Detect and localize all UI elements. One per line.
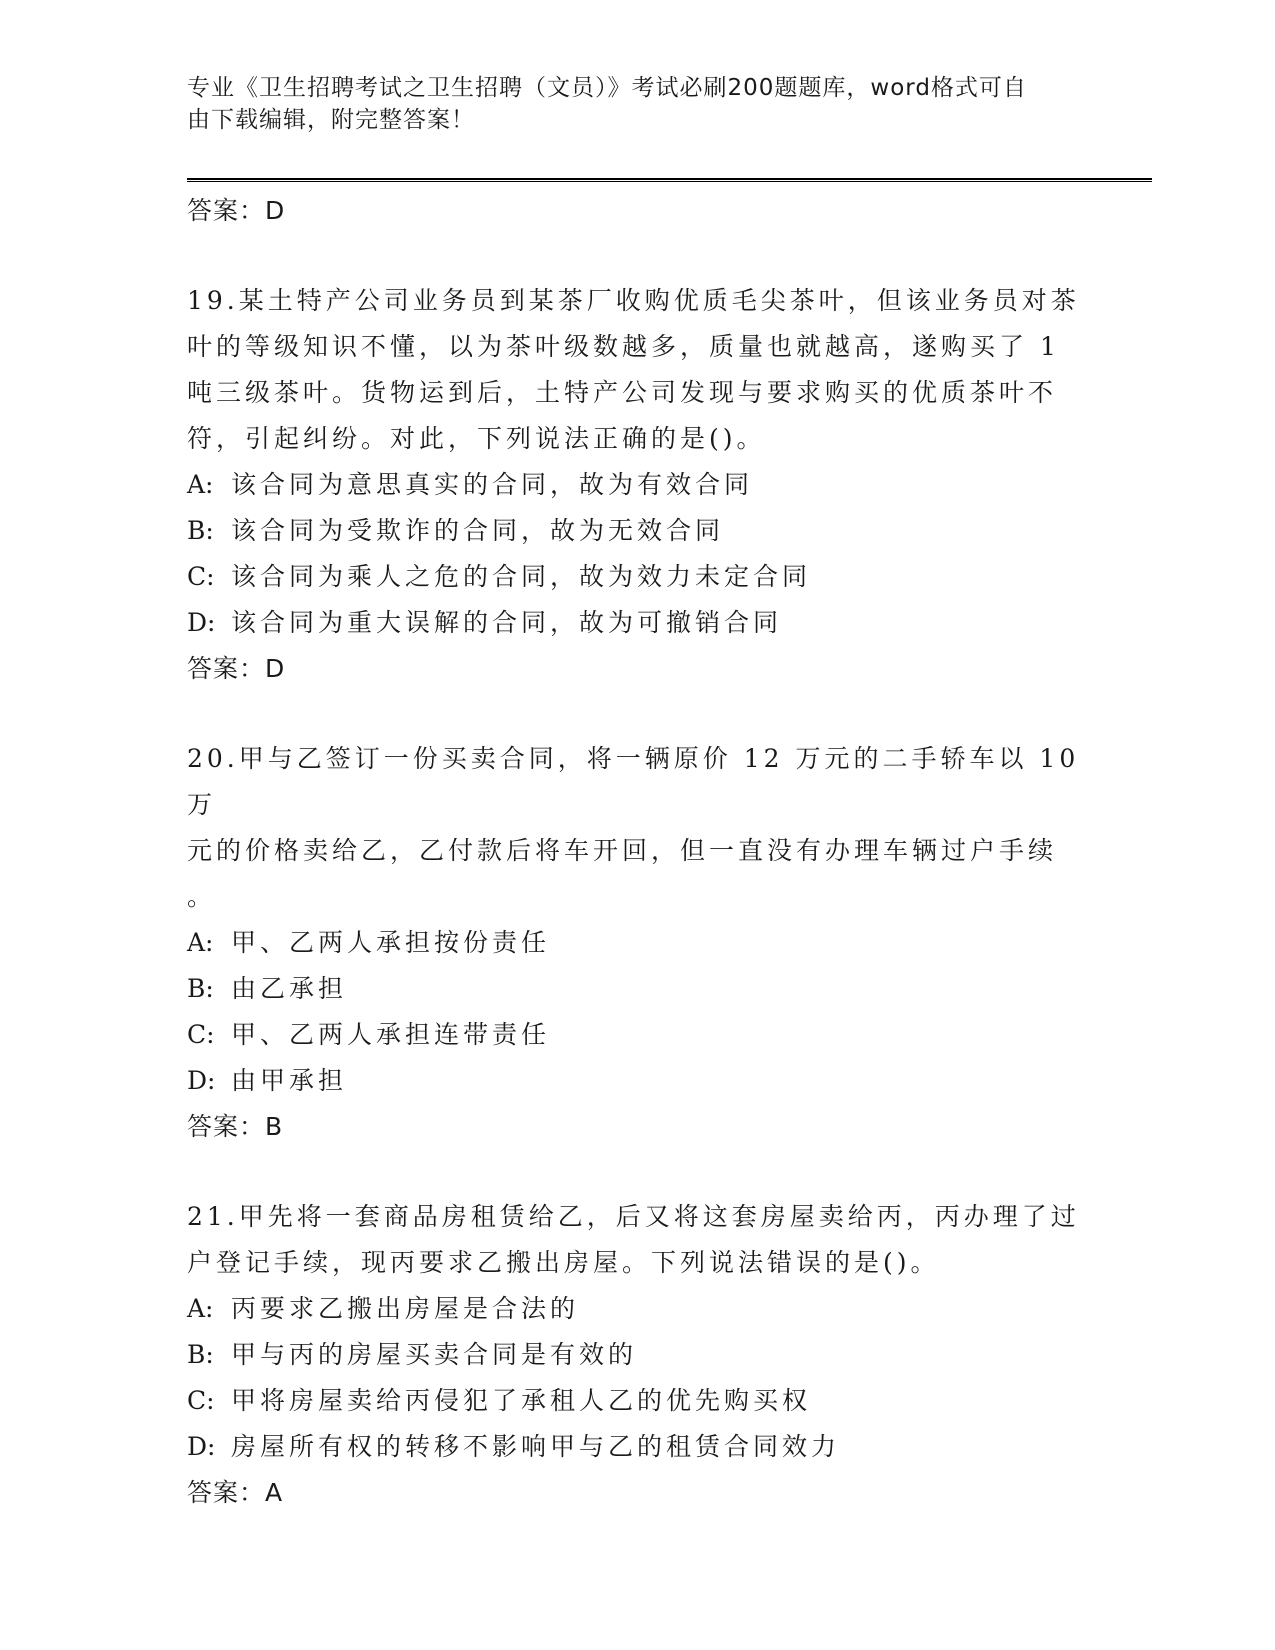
option-letter: A: <box>187 1294 214 1323</box>
option-a <box>187 920 1087 966</box>
question-stem-line: 。 <box>187 882 217 911</box>
option-text: 甲、乙两人承担按份责任 <box>231 928 551 957</box>
question-stem-line: 叶的等级知识不懂，以为茶叶级数越多，质量也就越高，遂购买了 1 <box>187 332 1060 361</box>
answer-label: 答案：A <box>187 1478 284 1507</box>
question-stem-line: 21.甲先将一套商品房租赁给乙，后又将这套房屋卖给丙，丙办理了过 <box>187 1202 1080 1231</box>
option-text: 甲将房屋卖给丙侵犯了承租人乙的优先购买权 <box>231 1386 812 1415</box>
question-19 <box>187 278 1087 692</box>
option-c <box>187 1012 1087 1058</box>
option-letter: C: <box>187 1386 215 1415</box>
option-text: 丙要求乙搬出房屋是合法的 <box>231 1294 580 1323</box>
page-header <box>187 72 1067 136</box>
question-stem-line: 户登记手续，现丙要求乙搬出房屋。下列说法错误的是()。 <box>187 1248 940 1277</box>
option-text: 该合同为意思真实的合同，故为有效合同 <box>231 470 754 499</box>
option-letter: D: <box>187 1432 216 1461</box>
header-line-1: 专业《卫生招聘考试之卫生招聘（文员）》考试必刷200题题库，word格式可自 <box>187 75 1027 101</box>
option-c <box>187 1378 1087 1424</box>
option-letter: A: <box>187 928 214 957</box>
question-21 <box>187 1194 1087 1516</box>
option-b <box>187 508 1087 554</box>
question-list <box>187 188 1087 1516</box>
option-b <box>187 1332 1087 1378</box>
option-text: 甲、乙两人承担连带责任 <box>231 1020 551 1049</box>
previous-answer: 答案：D <box>187 196 286 225</box>
header-divider <box>187 178 1152 182</box>
option-d <box>187 1058 1087 1104</box>
option-letter: A: <box>187 470 214 499</box>
option-text: 该合同为重大误解的合同，故为可撤销合同 <box>231 608 783 637</box>
option-d <box>187 1424 1087 1470</box>
question-stem-line: 19.某土特产公司业务员到某茶厂收购优质毛尖茶叶，但该业务员对茶 <box>187 286 1080 315</box>
question-stem-line: 元的价格卖给乙，乙付款后将车开回，但一直没有办理车辆过户手续 <box>187 836 1058 865</box>
option-text: 该合同为乘人之危的合同，故为效力未定合同 <box>231 562 812 591</box>
option-text: 该合同为受欺诈的合同，故为无效合同 <box>231 516 725 545</box>
question-stem-line: 吨三级茶叶。货物运到后，土特产公司发现与要求购买的优质茶叶不 <box>187 378 1058 407</box>
question-stem-line: 20.甲与乙签订一份买卖合同，将一辆原价 12 万元的二手轿车以 10 万 <box>187 744 1080 819</box>
option-d <box>187 600 1087 646</box>
option-text: 甲与丙的房屋买卖合同是有效的 <box>231 1340 638 1369</box>
option-b <box>187 966 1087 1012</box>
option-letter: B: <box>187 516 214 545</box>
option-text: 房屋所有权的转移不影响甲与乙的租赁合同效力 <box>231 1432 841 1461</box>
option-text: 由乙承担 <box>231 974 348 1003</box>
question-stem-line: 符，引起纠纷。对此，下列说法正确的是()。 <box>187 424 766 453</box>
option-text: 由甲承担 <box>231 1066 348 1095</box>
option-a <box>187 1286 1087 1332</box>
option-letter: D: <box>187 1066 216 1095</box>
option-letter: C: <box>187 1020 215 1049</box>
header-line-2: 由下载编辑，附完整答案！ <box>187 107 475 133</box>
option-letter: B: <box>187 1340 214 1369</box>
option-letter: D: <box>187 608 216 637</box>
answer-label: 答案：B <box>187 1112 284 1141</box>
option-a <box>187 462 1087 508</box>
option-c <box>187 554 1087 600</box>
option-letter: C: <box>187 562 215 591</box>
answer-label: 答案：D <box>187 654 286 683</box>
question-20 <box>187 736 1087 1150</box>
option-letter: B: <box>187 974 214 1003</box>
